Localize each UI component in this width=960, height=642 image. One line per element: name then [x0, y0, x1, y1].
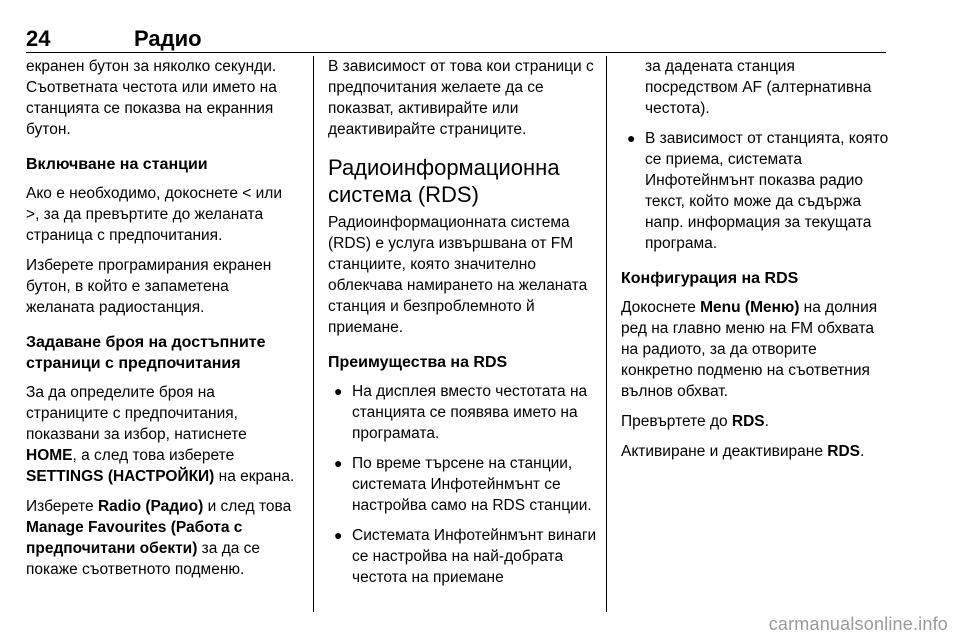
less-than-icon: < [242, 185, 252, 202]
paragraph: екранен бутон за няколко секунди. Съответната честота или името на станцията се показва на екранния бутон. [26, 58, 277, 138]
header-rule [26, 52, 886, 53]
heading-station-tuning: Включване на станции [26, 156, 208, 173]
bullet-icon: ● [334, 383, 343, 399]
paragraph: Докоснете Menu (Меню) на долния ред на главно меню на FM обхвата на радиото, за да отворите конкретно подменю на съответния вълнов обхват. [621, 299, 878, 400]
paragraph: Превъртете до RDS. [621, 413, 769, 430]
keyword-rds: RDS [827, 443, 860, 460]
heading-rds-advantages: Преимущества на RDS [328, 354, 508, 371]
paragraph: В зависимост от това кои страници с предпочитания желаете да се показват, активирайте или деактивирайте страниците. [328, 58, 594, 138]
column-1 [26, 56, 296, 589]
paragraph: Радиоинформационната система (RDS) е услуга извършвана от FM станциите, която значително облекчава намирането на желаната станция и безпроблемното й приемане. [328, 214, 588, 336]
watermark: carmanualsonline.info [768, 614, 948, 634]
paragraph: За да определите броя на страниците с предпочитания, показвани за избор, натиснете HOME, а след това изберете SETTINGS (НАСТРОЙКИ) на екрана. [26, 384, 295, 485]
paragraph: Изберете Radio (Радио) и след това Manage Favourites (Работа с предпочитани обекти) за да се покаже съответното подменю. [26, 498, 292, 578]
list-item: ● Системата Инфотейнмънт винаги се настройва на най-добрата честота на приемане [334, 527, 597, 586]
paragraph: Ако е необходимо, докоснете < или >, за да превъртите до желаната страница с предпочитания. [26, 185, 283, 244]
page-header [26, 26, 886, 52]
heading-favourite-pages: Задаване броя на достъпните страници с предпочитания [26, 334, 266, 372]
keyword-rds: RDS [731, 413, 765, 430]
paragraph: за дадената станция посредством AF (алтернативна честота). [645, 58, 872, 117]
bullet-icon: ● [334, 455, 343, 471]
bullet-list [328, 381, 598, 588]
keyword-home: HOME [26, 447, 73, 464]
column-divider-1 [313, 56, 314, 612]
heading-rds: Радиоинформационна система (RDS) [328, 155, 560, 207]
column-2 [328, 56, 598, 597]
bullet-icon: ● [627, 130, 636, 146]
bullet-icon: ● [334, 527, 343, 543]
keyword-menu: Menu (Меню) [700, 299, 800, 316]
list-item: ● В зависимост от станцията, която се приема, системата Инфотейнмънт показва радио текст, който може да съдържа напр. информация за текущата програма. [627, 130, 889, 252]
paragraph: Активиране и деактивиране RDS. [621, 443, 865, 460]
keyword-settings: SETTINGS (НАСТРОЙКИ) [26, 468, 215, 485]
section-title: Радио [134, 26, 202, 51]
heading-rds-config: Конфигурация на RDS [621, 270, 799, 287]
keyword-radio: Radio (Радио) [97, 498, 204, 515]
greater-than-icon: > [26, 206, 36, 223]
page-number: 24 [26, 26, 51, 51]
column-divider-2 [606, 56, 607, 612]
column-3 [621, 56, 889, 471]
bullet-list [621, 128, 889, 254]
paragraph: Изберете програмирания екранен бутон, в който е запаметена желаната радиостанция. [26, 257, 272, 316]
list-item: ● На дисплея вместо честотата на станцията се появява името на програмата. [334, 383, 588, 442]
list-item: ● По време търсене на станции, системата Инфотейнмънт се настройва само на RDS станции. [334, 455, 592, 514]
keyword-manage-favourites: Manage Favourites (Работа с предпочитани обекти) [26, 519, 243, 557]
